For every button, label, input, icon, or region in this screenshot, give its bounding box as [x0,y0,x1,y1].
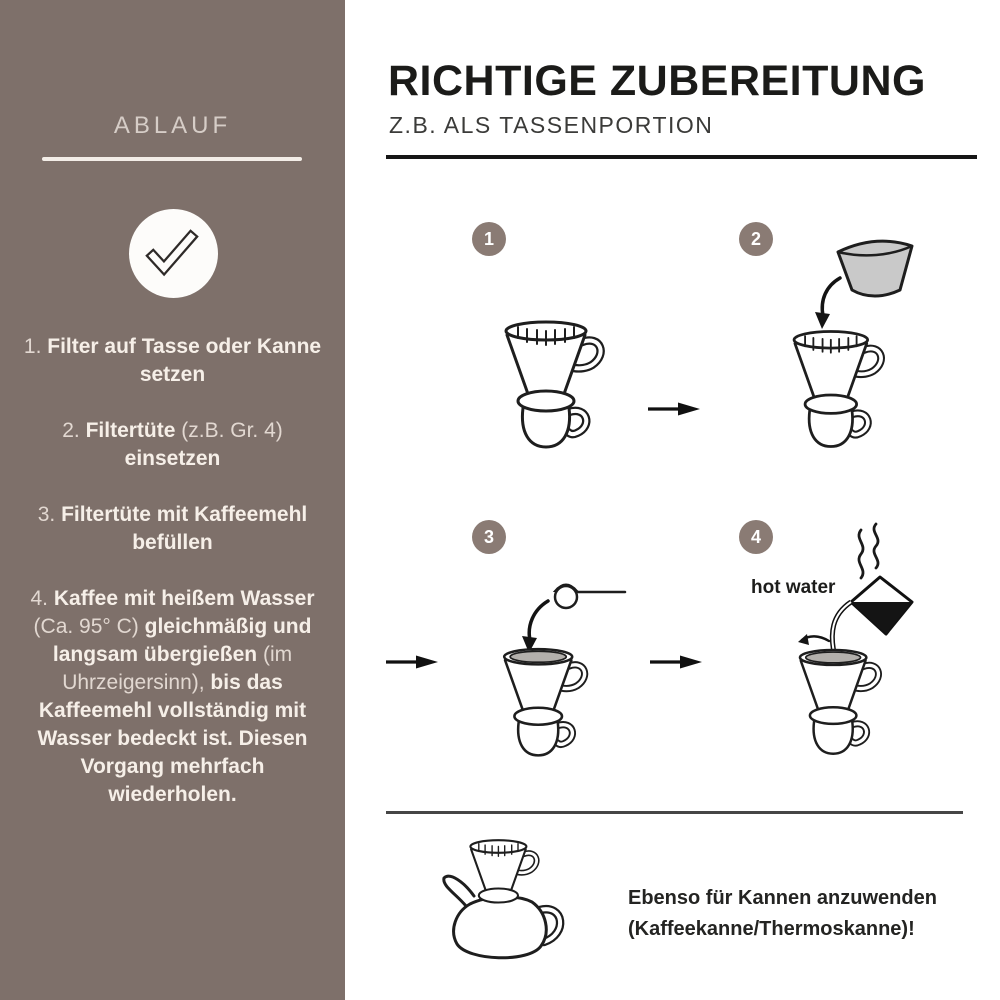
page-title: RICHTIGE ZUBEREITUNG [388,57,926,105]
sidebar-title: ABLAUF [113,112,232,139]
kettle-icon [851,577,912,634]
sidebar [0,0,345,1000]
footer-note [628,883,937,945]
step-3-badge: 3 [472,520,506,554]
sidebar-step: 3. Filtertüte mit Kaffeemehl befüllen [37,503,308,554]
teapot-icon [432,834,592,970]
footer-note-line2: (Kaffeekanne/Thermoskanne)! [628,918,915,940]
filter-insert-illustration [778,230,918,460]
step-1-badge: 1 [472,222,506,256]
dripper-on-cup-icon [494,316,626,452]
footer-note-line1: Ebenso für Kannen anzuwenden [628,887,937,909]
check-badge [129,209,218,298]
curved-arrow-down-icon [815,278,840,329]
coffee-scoop-icon [555,585,625,609]
sidebar-step: 2. Filtertüte (z.B. Gr. 4) einsetzen [62,419,283,470]
pour-water-illustration [745,520,950,765]
steam-icon [859,524,878,578]
arrow-right-icon [648,401,700,417]
sidebar-step: 4. Kaffee mit heißem Wasser (Ca. 95° C) gleichmäßig und langsam übergießen (im Uhrzeigersinn), bis das Kaffeemehl vollständig mit Wasser bedeckt ist. Diesen Vorgang mehrfach wiederholen. [30,587,315,806]
sidebar-divider [42,157,302,161]
hot-water-label: hot water [751,577,836,598]
arrow-right-icon [650,654,702,670]
header-divider [386,155,977,159]
sidebar-steps [14,333,331,809]
filter-paper-icon [838,241,912,296]
check-icon [129,209,218,298]
step-2-badge: 2 [739,222,773,256]
step-4-badge: 4 [739,520,773,554]
page-subtitle: Z.B. ALS TASSENPORTION [389,112,714,138]
curved-arrow-down-icon [522,601,548,653]
sidebar-step: 1. Filter auf Tasse oder Kanne setzen [23,335,322,386]
footer-divider [386,811,963,814]
